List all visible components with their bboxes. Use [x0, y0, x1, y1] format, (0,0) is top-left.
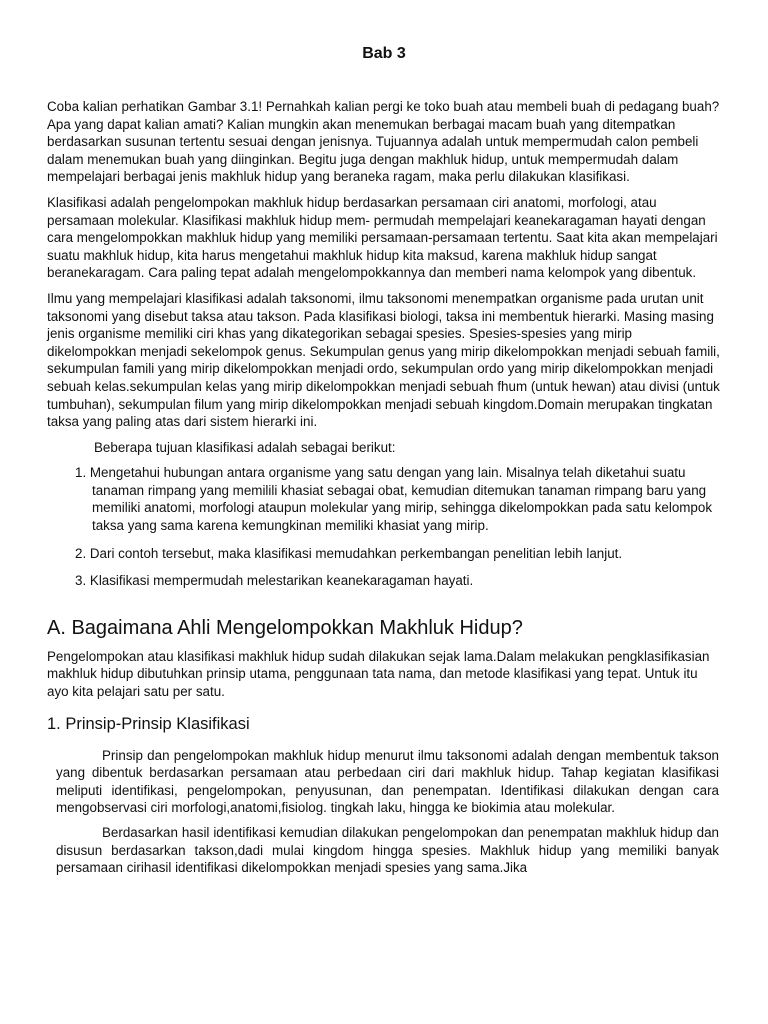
goals-list — [47, 464, 721, 590]
intro-paragraph-3: Ilmu yang mempelajari klasifikasi adalah taksonomi, ilmu taksonomi menempatkan organisme pada urutan unit taksonomi yang disebut taksa atau takson. Pada klasifikasi biologi, taksa ini membentuk hierarki. Masing masing jenis organisme memiliki ciri khas yang dikategorikan sebagai spesies. Spesies-spesies yang mirip dikelompokkan menjadi sekelompok genus. Sekumpulan genus yang mirip dikelompokkan menjadi sebuah famili, sekumpulan famili yang mirip dikelompokkan menjadi ordo, sekumpulan ordo yang mirip dikelompokkan menjadi sebuah kelas.sekumpulan kelas yang mirip dikelompokkan menjadi sebuah fhum (untuk hewan) atau divisi (untuk tumbuhan), sekumpulan filum yang mirip dikelompokkan menjadi sebuah kingdom.Domain merupakan tingkatan taksa yang paling atas dari sistem hierarki ini. — [47, 290, 720, 430]
goals-lead: Beberapa tujuan klasifikasi adalah sebagai berikut: — [94, 439, 396, 455]
intro-paragraph-2: Klasifikasi adalah pengelompokan makhluk hidup berdasarkan persamaan ciri anatomi, morfologi, atau persamaan molekular. Klasifikasi makhluk hidup mem- permudah mempelajari keanekaragaman hayati dengan cara mengelompokkan makhluk hidup yang memiliki persamaan-persamaan tertentu. Saat kita akan mempelajari suatu makhluk hidup, kita harus mengetahui makhluk hidup kita maksud, karena makhluk hidup sangat beranekaragam. Cara paling tepat adalah mengelompokkannya dan memberi nama kelompok yang dibentuk. — [47, 194, 718, 281]
subsection-1-paragraph-1: Prinsip dan pengelompokan makhluk hidup menurut ilmu taksonomi adalah dengan membentuk takson yang dibentuk berdasarkan persamaan atau perbedaan ciri dari makhluk hidup. Tahap kegiatan klasifikasi meliputi identifikasi, pengelompokan, penyusunan, dan penempatan. Identifikasi dilakukan dengan cara mengobservasi ciri morfologi,anatomi,fisiolog. tingkah laku, hingga ke biokimia atau molekular. — [56, 747, 719, 816]
chapter-title: Bab 3 — [362, 45, 406, 62]
section-a-intro: Pengelompokan atau klasifikasi makhluk hidup sudah dilakukan sejak lama.Dalam melakukan pengklasifikasian makhluk hidup dibutuhkan prinsip utama, penggunaan tata nama, dan metode klasifikasi yang tepat. Untuk itu ayo kita pelajari satu per satu. — [47, 648, 710, 700]
list-item: 3. Klasifikasi mempermudah melestarikan keanekaragaman hayati. — [75, 573, 474, 589]
list-item: 2. Dari contoh tersebut, maka klasifikasi memudahkan perkembangan penelitian lebih lanjut. — [75, 545, 623, 561]
list-item: 1. Mengetahui hubungan antara organisme yang satu dengan yang lain. Misalnya telah diketahui suatu tanaman rimpang yang memilili khasiat sebagai obat, kemudian ditemukan tanaman rimpang baru yang memiliki anatomi, morfologi ataupun molekular yang mirip, sehingga dikelompokkan pada satu kelompok taksa yang sama karena kemungkinan memiliki khasiat yang mirip. — [75, 465, 713, 534]
section-a-heading: A. Bagaimana Ahli Mengelompokkan Makhluk Hidup? — [47, 616, 523, 639]
subsection-1-paragraph-2: Berdasarkan hasil identifikasi kemudian dilakukan pengelompokan dan penempatan makhluk hidup dan disusun berdasarkan takson,dadi mulai kingdom hingga spesies. Makhluk hidup yang memiliki banyak persamaan cirihasil identifikasi dikelompokkan menjadi spesies yang sama.Jika — [56, 825, 719, 876]
subsection-1-heading: 1. Prinsip-Prinsip Klasifikasi — [47, 714, 250, 733]
intro-paragraph-1: Coba kalian perhatikan Gambar 3.1! Pernahkah kalian pergi ke toko buah atau membeli buah di pedagang buah? Apa yang dapat kalian amati? Kalian mungkin akan menemukan berbagai macam buah yang ditempatkan berdasarkan susunan tertentu sesuai dengan jenisnya. Tujuannya adalah untuk mempermudah calon pembeli dalam menemukan buah yang diinginkan. Begitu juga dengan makhluk hidup, untuk mempermudah dalam mempelajari berbagai jenis makhluk hidup yang beraneka ragam, maka perlu dilakukan klasifikasi. — [47, 99, 720, 185]
